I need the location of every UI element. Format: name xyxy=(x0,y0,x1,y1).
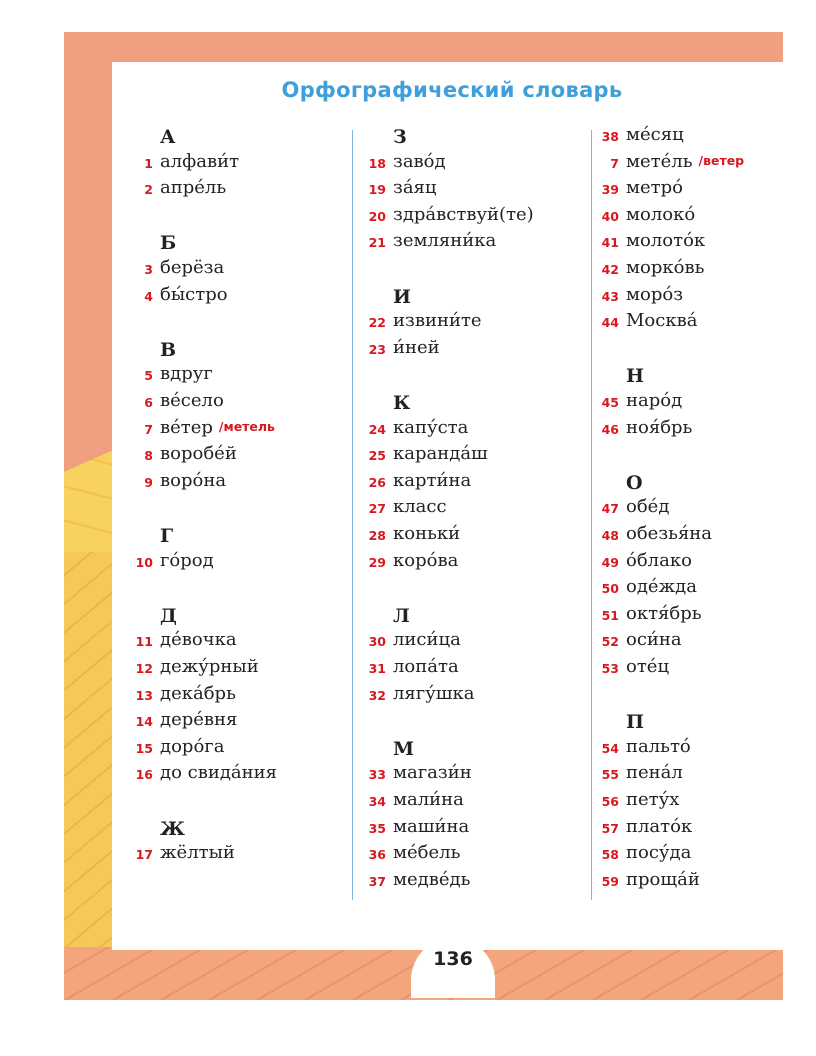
entry-word xyxy=(160,656,259,677)
entry-word-text: ноя́брь xyxy=(626,416,693,438)
entry-number: 1 xyxy=(144,155,153,171)
entry-number: 5 xyxy=(144,368,153,384)
entry-word xyxy=(626,869,700,890)
entry-word xyxy=(393,842,460,863)
entry-word-text: мали́на xyxy=(393,789,464,810)
entry-word xyxy=(160,736,224,757)
entry-number: 43 xyxy=(601,288,619,304)
entry-number: 15 xyxy=(135,740,153,756)
entry-word xyxy=(626,257,704,278)
entry-word xyxy=(393,443,488,464)
entry-word-text: пена́л xyxy=(626,762,683,784)
entry-word-text: плато́к xyxy=(626,815,693,837)
entry-number: 38 xyxy=(601,129,619,144)
entry-number: 29 xyxy=(368,554,386,570)
entry-word-text: ве́село xyxy=(160,390,224,411)
entry-number: 27 xyxy=(368,501,386,517)
entry-number: 23 xyxy=(368,341,386,357)
entry-word-text: го́род xyxy=(160,549,214,571)
entry-word xyxy=(393,789,464,810)
entry-number: 46 xyxy=(601,421,619,437)
entry-word-text: извини́те xyxy=(393,310,482,332)
entry-word xyxy=(626,177,683,198)
entry-word xyxy=(393,151,446,172)
entry-word-text: каранда́ш xyxy=(393,443,488,465)
entry-word-text: ве́тер xyxy=(160,416,213,438)
entry-number: 4 xyxy=(144,288,153,304)
entry-word xyxy=(626,230,705,251)
entry-word xyxy=(626,576,697,597)
section-letter: Д xyxy=(160,604,177,627)
entry-word xyxy=(393,762,472,783)
entry-number: 45 xyxy=(601,395,619,410)
entry-word-text: молото́к xyxy=(626,230,706,252)
entry-word-text: проща́й xyxy=(626,868,700,890)
entry-number: 6 xyxy=(144,395,153,410)
entry-number: 52 xyxy=(601,634,619,650)
entry-word-text: доро́га xyxy=(160,735,225,757)
entry-note: /ветер xyxy=(698,152,745,168)
entry-number: 34 xyxy=(368,794,386,809)
entry-number: 14 xyxy=(135,714,153,730)
entry-word xyxy=(626,417,692,438)
entry-word xyxy=(626,816,692,837)
entry-word-text: воро́на xyxy=(160,469,227,491)
entry-word-text: посу́да xyxy=(626,842,692,864)
entry-number: 7 xyxy=(610,155,619,171)
entry-number: 2 xyxy=(144,182,153,198)
entry-word xyxy=(626,124,684,145)
entry-word xyxy=(160,709,237,730)
entry-word xyxy=(626,736,691,757)
entry-word-text: карти́на xyxy=(393,469,472,491)
entry-word xyxy=(393,177,436,198)
entry-word xyxy=(393,337,440,358)
entry-word-text: до свида́ния xyxy=(160,762,278,784)
entry-word xyxy=(626,762,683,783)
entry-word-text: пету́х xyxy=(626,789,680,810)
entry-number: 48 xyxy=(601,528,619,543)
entry-word xyxy=(626,550,692,571)
entry-word xyxy=(160,151,239,172)
entry-word xyxy=(393,816,469,837)
entry-number: 44 xyxy=(601,315,619,331)
entry-word-text: коро́ва xyxy=(393,549,459,571)
section-letter: Н xyxy=(626,365,644,388)
entry-word xyxy=(626,310,697,331)
entry-number: 30 xyxy=(368,634,386,650)
entry-number: 51 xyxy=(601,607,619,623)
entry-word xyxy=(393,629,461,650)
section-letter: К xyxy=(393,392,411,414)
entry-number: 22 xyxy=(368,315,386,331)
entry-word xyxy=(160,417,275,438)
entry-word-text: здра́вствуй(те) xyxy=(393,203,534,225)
entry-word-text: лопа́та xyxy=(393,656,459,677)
entry-number: 54 xyxy=(601,740,619,756)
entry-word xyxy=(160,443,237,464)
entry-word xyxy=(160,390,224,411)
entry-word-text: и́ней xyxy=(393,336,440,358)
entry-number: 56 xyxy=(601,794,619,809)
entry-word xyxy=(160,683,236,704)
entry-word-text: вдруг xyxy=(160,363,213,385)
entry-word-text: маши́на xyxy=(393,815,470,837)
entry-number: 7 xyxy=(144,421,153,437)
entry-word-text: земляни́ка xyxy=(393,230,497,252)
entry-word-text: обезья́на xyxy=(626,523,713,544)
entry-word-text: ме́бель xyxy=(393,842,461,864)
entry-number: 24 xyxy=(368,421,386,437)
entry-word-text: апре́ль xyxy=(160,177,227,199)
section-letter: П xyxy=(626,711,644,734)
entry-word-text: оси́на xyxy=(626,629,682,651)
section-letter: Ж xyxy=(160,817,185,840)
entry-word xyxy=(393,417,468,438)
entry-word-text: за́яц xyxy=(393,177,437,199)
entry-word xyxy=(160,284,228,305)
entry-word xyxy=(393,310,482,331)
section-letter: Л xyxy=(393,604,410,627)
entry-word xyxy=(626,204,695,225)
entry-word-text: оде́жда xyxy=(626,576,697,598)
column-divider-2 xyxy=(591,130,592,900)
entry-word xyxy=(160,629,237,650)
entry-number: 35 xyxy=(368,820,386,836)
entry-word-text: обе́д xyxy=(626,496,670,518)
entry-word xyxy=(160,257,224,278)
entry-word-text: моро́з xyxy=(626,283,684,305)
entry-word xyxy=(626,842,691,863)
entry-number: 25 xyxy=(368,448,386,464)
entry-word-text: берёза xyxy=(160,257,225,278)
entry-number: 53 xyxy=(601,661,619,676)
entry-word-text: жёлтый xyxy=(160,842,235,864)
section-letter: И xyxy=(393,285,411,308)
entry-number: 37 xyxy=(368,873,386,889)
entry-number: 16 xyxy=(135,767,153,783)
entry-word-text: о́блако xyxy=(626,549,692,571)
entry-number: 40 xyxy=(601,208,619,224)
entry-word xyxy=(626,603,702,624)
entry-word xyxy=(393,496,447,517)
section-letter: А xyxy=(160,126,176,148)
page-title: Орфографический словарь xyxy=(281,78,623,102)
entry-word xyxy=(626,390,682,411)
entry-word-text: де́вочка xyxy=(160,629,237,651)
entry-number: 26 xyxy=(368,474,386,490)
entry-word-text: лягу́шка xyxy=(393,682,475,704)
section-letter: З xyxy=(393,126,407,148)
entry-word-text: дежу́рный xyxy=(160,656,259,677)
entry-number: 12 xyxy=(135,661,153,676)
entry-word xyxy=(626,284,683,305)
entry-number: 33 xyxy=(368,767,386,783)
entry-number: 47 xyxy=(601,501,619,517)
entry-word xyxy=(393,470,471,491)
entry-word xyxy=(393,523,460,544)
entry-word-text: молоко́ xyxy=(626,203,696,225)
entry-word xyxy=(160,470,226,491)
entry-word-text: оте́ц xyxy=(626,656,670,677)
entry-number: 36 xyxy=(368,847,386,863)
entry-number: 21 xyxy=(368,235,386,251)
entry-number: 58 xyxy=(601,847,619,863)
entry-word-text: капу́ста xyxy=(393,416,469,438)
entry-word-text: пальто́ xyxy=(626,735,691,757)
entry-word-text: дере́вня xyxy=(160,709,238,731)
entry-number: 55 xyxy=(601,767,619,783)
entry-word xyxy=(393,683,475,704)
entry-word-text: медве́дь xyxy=(393,868,471,890)
entry-number: 13 xyxy=(135,687,153,703)
entry-number: 20 xyxy=(368,208,386,224)
section-letter: Г xyxy=(160,525,174,547)
section-letter: М xyxy=(393,737,415,760)
entry-number: 8 xyxy=(144,448,153,464)
entry-word xyxy=(393,550,458,571)
entry-word-text: лиси́ца xyxy=(393,629,461,651)
entry-number: 9 xyxy=(144,474,153,490)
section-letter: О xyxy=(626,471,643,494)
page-number: 136 xyxy=(433,948,473,970)
entry-word-text: морко́вь xyxy=(626,257,705,278)
entry-number: 49 xyxy=(601,554,619,570)
entry-number: 19 xyxy=(368,182,386,198)
entry-word xyxy=(160,177,226,198)
entry-word xyxy=(393,204,534,225)
entry-word xyxy=(626,151,744,172)
entry-word-text: дека́брь xyxy=(160,682,236,704)
entry-word xyxy=(160,842,235,863)
entry-number: 42 xyxy=(601,262,619,277)
entry-number: 32 xyxy=(368,687,386,703)
entry-word xyxy=(160,550,214,571)
entry-word-text: алфави́т xyxy=(160,150,240,172)
entry-number: 3 xyxy=(144,262,153,277)
entry-number: 18 xyxy=(368,155,386,171)
entry-number: 11 xyxy=(135,634,153,650)
entry-number: 28 xyxy=(368,528,386,543)
entry-word-text: октя́брь xyxy=(626,602,702,624)
entry-word xyxy=(160,762,277,783)
entry-note: /метель xyxy=(218,418,275,434)
entry-word xyxy=(393,230,496,251)
entry-word-text: коньки́ xyxy=(393,523,461,544)
entry-word xyxy=(626,629,682,650)
entry-word-text: ме́сяц xyxy=(626,124,684,145)
entry-word-text: метро́ xyxy=(626,177,683,199)
entry-word xyxy=(626,656,669,677)
entry-word-text: наро́д xyxy=(626,390,683,411)
entry-number: 57 xyxy=(601,820,619,836)
entry-word xyxy=(626,496,669,517)
entry-number: 31 xyxy=(368,661,386,676)
entry-number: 59 xyxy=(601,873,619,889)
entry-word xyxy=(393,869,470,890)
entry-word-text: заво́д xyxy=(393,150,446,172)
entry-number: 10 xyxy=(135,554,153,570)
entry-number: 50 xyxy=(601,581,619,597)
entry-word-text: магази́н xyxy=(393,762,472,784)
entry-word xyxy=(160,363,213,384)
entry-word xyxy=(626,789,679,810)
entry-word-text: класс xyxy=(393,496,447,518)
entry-word-text: мете́ль xyxy=(626,150,693,172)
entry-number: 39 xyxy=(601,182,619,198)
entry-word xyxy=(393,656,459,677)
section-letter: В xyxy=(160,338,177,361)
entry-number: 17 xyxy=(135,847,153,863)
entry-number: 41 xyxy=(601,235,619,251)
entry-word xyxy=(626,523,712,544)
entry-word-text: воробе́й xyxy=(160,443,237,465)
section-letter: Б xyxy=(160,232,177,255)
entry-word-text: бы́стро xyxy=(160,283,228,305)
entry-word-text: Москва́ xyxy=(626,310,698,332)
column-divider-1 xyxy=(352,130,353,900)
